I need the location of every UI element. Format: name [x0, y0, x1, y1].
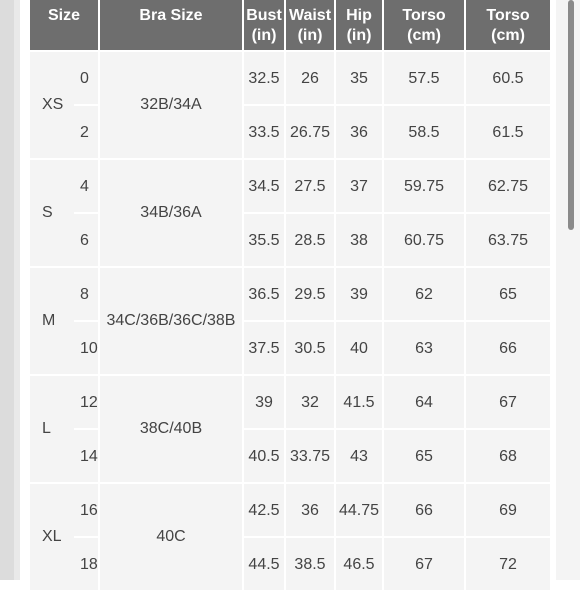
torso-2-cell — [466, 430, 550, 482]
waist-cell-value: 26 — [301, 70, 319, 87]
hip-cell — [336, 538, 382, 590]
waist-cell-value: 26.75 — [289, 124, 331, 141]
hip-cell — [336, 52, 382, 104]
bra-size-cell — [100, 52, 242, 158]
torso-2-cell-value: 62.75 — [487, 178, 529, 195]
table-row — [30, 268, 550, 320]
header-bust-l1: Bust — [246, 7, 282, 24]
left-border-inner — [14, 0, 20, 580]
bust-cell-value: 36.5 — [248, 286, 280, 303]
waist-cell — [286, 160, 334, 212]
bust-cell-value: 40.5 — [248, 448, 280, 465]
bust-cell — [244, 52, 284, 104]
torso-1-cell-value: 62 — [415, 286, 433, 303]
size-number-divider — [74, 104, 98, 106]
header-hip-l2: (in) — [346, 27, 372, 44]
torso-1-cell — [384, 52, 464, 104]
bra-size-cell — [100, 268, 242, 374]
torso-1-cell-value: 67 — [415, 556, 433, 573]
hip-cell — [336, 160, 382, 212]
table-row — [30, 484, 550, 536]
header-hip-l1: Hip — [346, 7, 372, 24]
bra-size-value: 38C/40B — [139, 420, 203, 437]
waist-cell-value: 27.5 — [294, 178, 326, 195]
hip-cell-value: 43 — [350, 448, 368, 465]
torso-2-cell-value: 72 — [499, 556, 517, 573]
bust-cell — [244, 214, 284, 266]
torso-2-cell — [466, 322, 550, 374]
size-number: 10 — [80, 340, 98, 357]
size-cell — [30, 268, 98, 374]
torso-2-cell — [466, 268, 550, 320]
header-waist — [286, 0, 334, 50]
waist-cell — [286, 268, 334, 320]
bust-cell — [244, 322, 284, 374]
torso-2-cell-value: 69 — [499, 502, 517, 519]
torso-2-cell — [466, 484, 550, 536]
bust-cell-value: 39 — [255, 394, 273, 411]
torso-2-cell — [466, 376, 550, 428]
bust-cell — [244, 160, 284, 212]
header-size-label: Size — [47, 7, 80, 24]
hip-cell-value: 41.5 — [343, 394, 375, 411]
waist-cell — [286, 538, 334, 590]
bust-cell — [244, 376, 284, 428]
torso-1-cell — [384, 376, 464, 428]
torso-2-cell-value: 67 — [499, 394, 517, 411]
hip-cell — [336, 214, 382, 266]
torso-2-cell — [466, 160, 550, 212]
size-letter: XL — [42, 528, 62, 545]
left-border — [0, 0, 20, 580]
size-number: 12 — [80, 394, 98, 411]
torso-1-cell-value: 59.75 — [403, 178, 445, 195]
bust-cell-value: 35.5 — [248, 232, 280, 249]
hip-cell — [336, 322, 382, 374]
torso-1-cell — [384, 322, 464, 374]
waist-cell — [286, 376, 334, 428]
hip-cell — [336, 376, 382, 428]
size-cell — [30, 484, 98, 590]
hip-cell — [336, 268, 382, 320]
scrollbar-thumb[interactable] — [568, 0, 574, 230]
waist-cell-value: 33.75 — [289, 448, 331, 465]
hip-cell-value: 44.75 — [338, 502, 380, 519]
waist-cell — [286, 106, 334, 158]
bust-cell — [244, 430, 284, 482]
size-number: 0 — [80, 70, 89, 87]
torso-1-cell-value: 60.75 — [403, 232, 445, 249]
bust-cell-value: 34.5 — [248, 178, 280, 195]
torso-2-cell-value: 61.5 — [492, 124, 524, 141]
bust-cell-value: 32.5 — [248, 70, 280, 87]
torso-1-cell-value: 65 — [415, 448, 433, 465]
bust-cell — [244, 538, 284, 590]
header-bust-l2: (in) — [251, 27, 277, 44]
torso-1-cell-value: 57.5 — [408, 70, 440, 87]
size-table-body — [30, 52, 550, 590]
hip-cell-value: 39 — [350, 286, 368, 303]
size-letter: L — [42, 420, 51, 437]
header-waist-l1: Waist — [288, 7, 332, 24]
bra-size-value: 32B/34A — [140, 96, 202, 113]
torso-1-cell — [384, 106, 464, 158]
waist-cell — [286, 484, 334, 536]
size-number: 6 — [80, 232, 89, 249]
torso-2-cell-value: 60.5 — [492, 70, 524, 87]
hip-cell — [336, 106, 382, 158]
torso-2-cell — [466, 52, 550, 104]
torso-1-cell-value: 66 — [415, 502, 433, 519]
torso-2-cell-value: 68 — [499, 448, 517, 465]
header-bra-label: Bra Size — [139, 7, 203, 24]
hip-cell — [336, 430, 382, 482]
bra-size-cell — [100, 160, 242, 266]
hip-cell-value: 37 — [350, 178, 368, 195]
bust-cell-value: 44.5 — [248, 556, 280, 573]
size-number: 14 — [80, 448, 98, 465]
header-size — [30, 0, 98, 50]
hip-cell-value: 35 — [350, 70, 368, 87]
header-bust-wrap — [244, 6, 284, 50]
bra-size-value: 34B/36A — [140, 204, 202, 221]
size-cell — [30, 160, 98, 266]
header-row — [30, 0, 550, 50]
size-chart-table — [28, 0, 552, 592]
header-torso-1-l1: Torso — [402, 7, 446, 24]
size-letter: S — [42, 204, 53, 221]
waist-cell-value: 28.5 — [294, 232, 326, 249]
torso-1-cell — [384, 484, 464, 536]
size-cell — [30, 52, 98, 158]
hip-cell-value: 36 — [350, 124, 368, 141]
size-number-divider — [74, 212, 98, 214]
torso-2-cell-value: 66 — [499, 340, 517, 357]
header-torso-2-l2: (cm) — [491, 27, 525, 44]
size-number-divider — [74, 320, 98, 322]
bust-cell-value: 33.5 — [248, 124, 280, 141]
size-number: 2 — [80, 124, 89, 141]
waist-cell-value: 32 — [301, 394, 319, 411]
size-number: 18 — [80, 556, 98, 573]
size-number: 8 — [80, 286, 89, 303]
hip-cell-value: 38 — [350, 232, 368, 249]
waist-cell-value: 38.5 — [294, 556, 326, 573]
torso-2-cell — [466, 214, 550, 266]
torso-2-cell — [466, 106, 550, 158]
table-row — [30, 376, 550, 428]
header-torso-2 — [466, 0, 550, 50]
torso-1-cell-value: 58.5 — [408, 124, 440, 141]
size-number-divider — [74, 536, 98, 538]
bust-cell — [244, 268, 284, 320]
bust-cell — [244, 484, 284, 536]
bra-size-cell — [100, 484, 242, 590]
header-waist-l2: (in) — [297, 27, 323, 44]
torso-1-cell — [384, 160, 464, 212]
waist-cell — [286, 214, 334, 266]
bust-cell-value: 37.5 — [248, 340, 280, 357]
size-letter: XS — [42, 96, 64, 113]
header-hip — [336, 0, 382, 50]
torso-1-cell-value: 64 — [415, 394, 433, 411]
header-torso-2-wrap — [466, 6, 550, 50]
bra-size-value: 34C/36B/36C/38B — [106, 312, 236, 329]
bra-size-value: 40C — [156, 528, 186, 545]
torso-2-cell — [466, 538, 550, 590]
hip-cell — [336, 484, 382, 536]
waist-cell-value: 29.5 — [294, 286, 326, 303]
torso-2-cell-value: 63.75 — [487, 232, 529, 249]
header-torso-1-l2: (cm) — [407, 27, 441, 44]
bust-cell — [244, 106, 284, 158]
size-cell — [30, 376, 98, 482]
size-number: 16 — [80, 502, 98, 519]
bust-cell-value: 42.5 — [248, 502, 280, 519]
torso-1-cell-value: 63 — [415, 340, 433, 357]
header-torso-1-wrap — [384, 6, 464, 50]
size-letter: M — [42, 312, 56, 329]
header-bra — [100, 0, 242, 50]
table-row — [30, 52, 550, 104]
torso-2-cell-value: 65 — [499, 286, 517, 303]
waist-cell-value: 36 — [301, 502, 319, 519]
waist-cell — [286, 430, 334, 482]
size-number-divider — [74, 428, 98, 430]
header-bust — [244, 0, 284, 50]
waist-cell — [286, 52, 334, 104]
waist-cell — [286, 322, 334, 374]
header-hip-wrap — [336, 6, 382, 50]
header-waist-wrap — [286, 6, 334, 50]
torso-1-cell — [384, 268, 464, 320]
hip-cell-value: 46.5 — [343, 556, 375, 573]
waist-cell-value: 30.5 — [294, 340, 326, 357]
hip-cell-value: 40 — [350, 340, 368, 357]
bra-size-cell — [100, 376, 242, 482]
torso-1-cell — [384, 538, 464, 590]
torso-1-cell — [384, 430, 464, 482]
table-row — [30, 160, 550, 212]
torso-1-cell — [384, 214, 464, 266]
header-torso-2-l1: Torso — [486, 7, 530, 24]
header-torso-1 — [384, 0, 464, 50]
size-number: 4 — [80, 178, 89, 195]
